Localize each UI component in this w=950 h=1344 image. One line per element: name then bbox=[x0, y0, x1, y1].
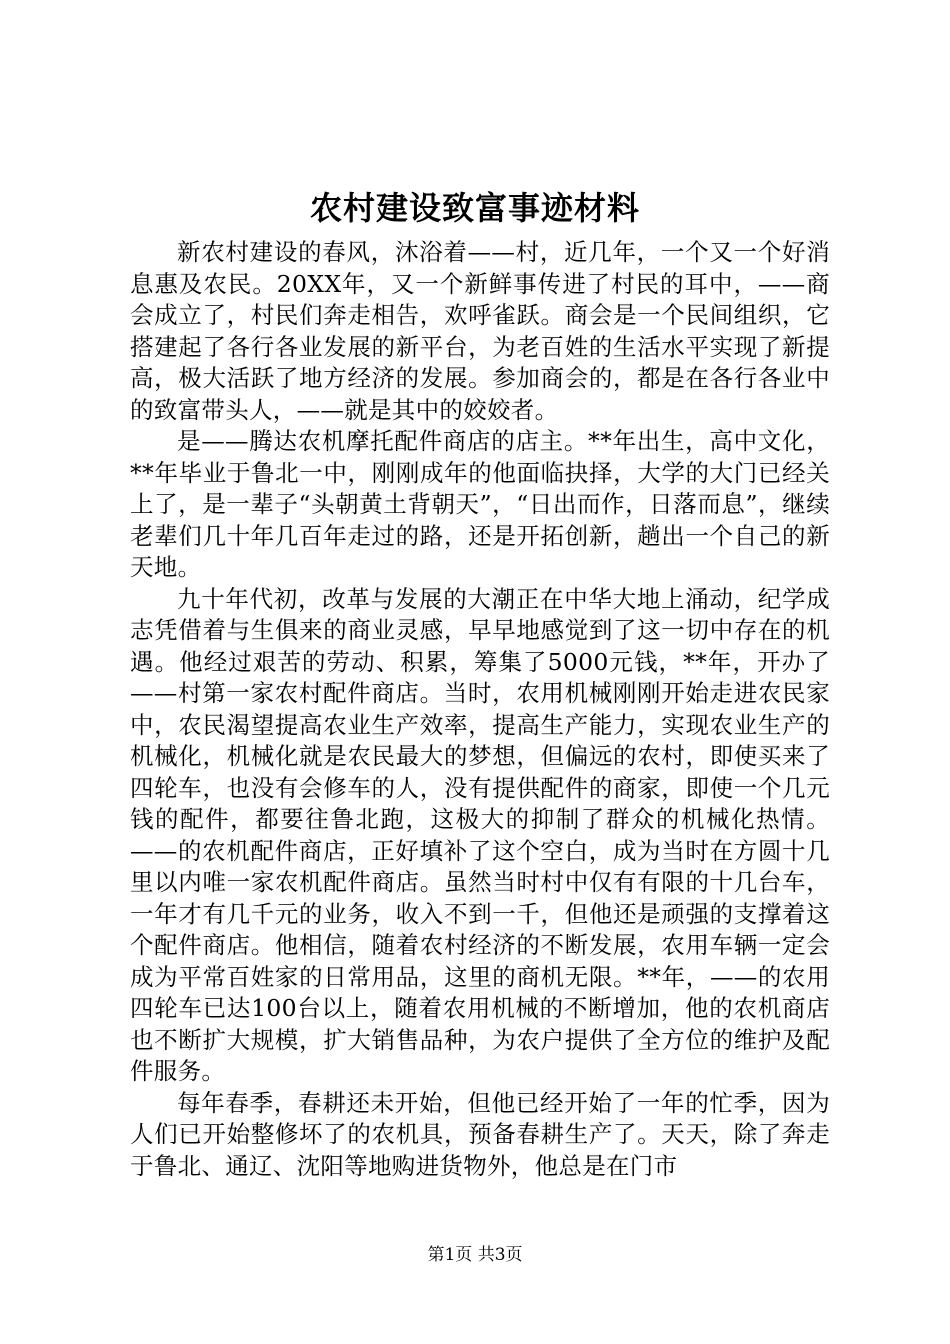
document-title: 农村建设致富事迹材料 bbox=[309, 189, 640, 227]
paragraph-1: 新农村建设的春风，沐浴着——村，近几年，一个又一个好消息惠及农民。20XX年，又一个新鲜事传进了村民的耳中，——商会成立了，村民们奔走相告，欢呼雀跃。商会是一个民间组织，它搭建起了各行各业发展的新平台，为老百姓的生活水平实现了新提高，极大活跃了地方经济的发展。参加商会的，都是在各行各业中的致富带头人，——就是其中的姣姣者。 bbox=[130, 238, 830, 424]
paragraph-3: 九十年代初，改革与发展的大潮正在中华大地上涌动，纪学成志凭借着与生俱来的商业灵感，早早地感觉到了这一切中存在的机遇。他经过艰苦的劳动、积累，筹集了5000元钱，**年，开办了——村第一家农村配件商店。当时，农用机械刚刚开始走进农民家中，农民渴望提高农业生产效率，提高生产能力，实现农业生产的机械化，机械化就是农民最大的梦想，但偏远的农村，即使买来了四轮车，也没有会修车的人，没有提供配件的商家，即使一个几元钱的配件，都要往鲁北跑，这极大的抑制了群众的机械化热情。——的农机配件商店，正好填补了这个空白，成为当时在方圆十几里以内唯一家农机配件商店。虽然当时村中仅有有限的十几台车，一年才有几千元的业务，收入不到一千，但他还是顽强的支撑着这个配件商店。他相信，随着农村经济的不断发展，农用车辆一定会成为平常百姓家的日常用品，这里的商机无限。**年，——的农用四轮车已达100台以上，随着农用机械的不断增加，他的农机商店也不断扩大规模，扩大销售品种，为农户提供了全方位的维护及配件服务。 bbox=[130, 584, 830, 1085]
paragraph-2: 是——腾达农机摩托配件商店的店主。**年出生，高中文化，**年毕业于鲁北一中，刚刚成年的他面临抉择，大学的大门已经关上了，是一辈子“头朝黄土背朝天”，“日出而作，日落而息”，继续老辈们几十年几百年走过的路，还是开拓创新，趟出一个自己的新天地。 bbox=[130, 427, 830, 581]
document-body bbox=[130, 237, 830, 1182]
page-footer: 第1页 共3页 bbox=[427, 1245, 523, 1265]
paragraph-4: 每年春季，春耕还未开始，但他已经开始了一年的忙季，因为人们已开始整修坏了的农机具，预备春耕生产了。天天，除了奔走于鲁北、通辽、沈阳等地购进货物外，他总是在门市 bbox=[130, 1088, 830, 1180]
